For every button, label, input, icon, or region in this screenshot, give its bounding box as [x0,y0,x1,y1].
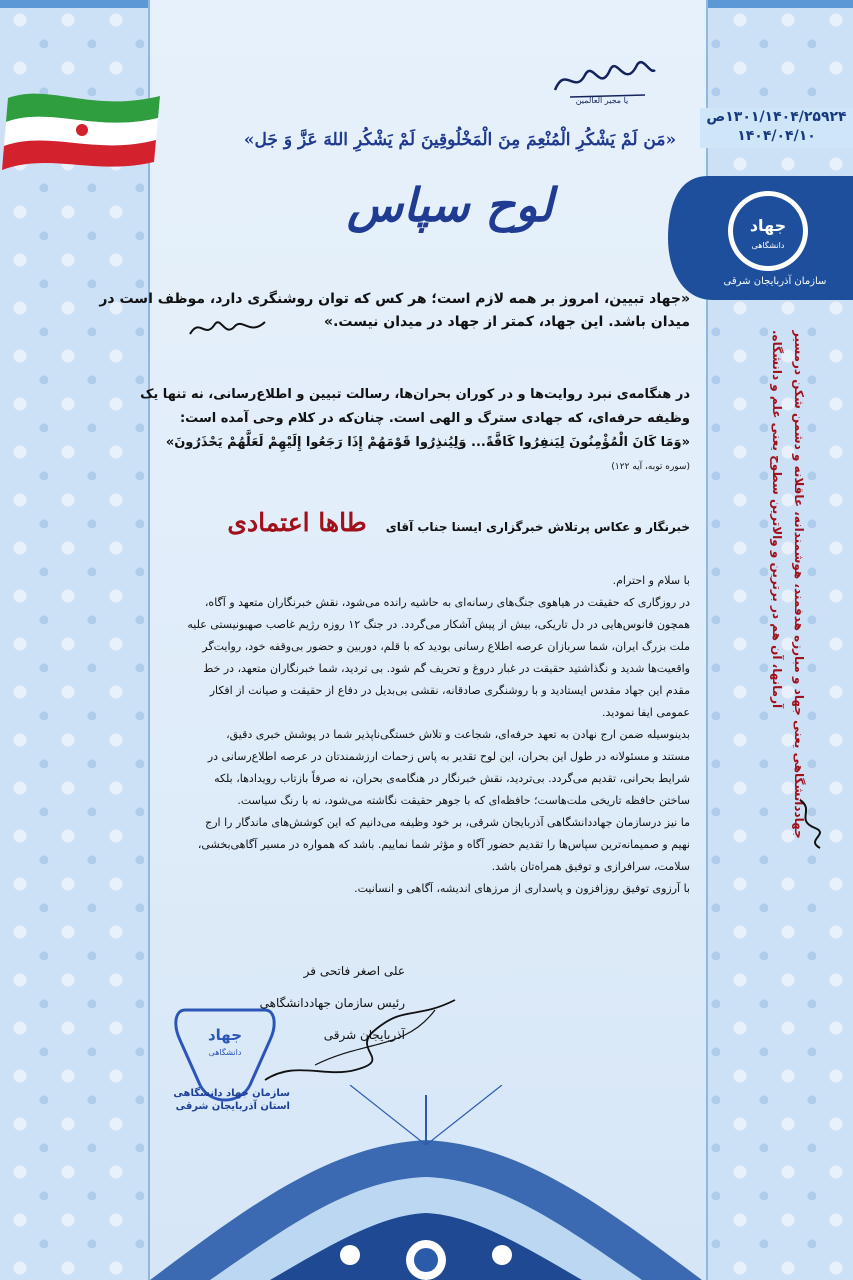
verse-line: «وَمَا كَانَ الْمُؤْمِنُونَ لِيَنفِرُوا كَافَّةً... وَلِيُنذِرُوا قَوْمَهُمْ إِذَا رَجَعُوا إِلَيْهِمْ لَعَلَّهُمْ يَحْذَرُونَ» [165,435,690,450]
signer-signature-icon [255,990,465,1090]
recipient-name: طاها اعتمادی [227,508,367,537]
reference-box [700,108,853,148]
signer-name: علی اصغر فاتحی فر [303,964,405,978]
recipient-role: خبرنگار و عکاس پرتلاش خبرگزاری ایسنا جناب آقای [385,520,690,534]
stamp-logo: جهاد [207,1026,243,1044]
body-line: نهیم و صمیمانه‌ترین سپاس‌ها را تقدیم حضور آگاه و مؤثر شما نماییم. باشد که همواره در مسیر آگاهی‌بخشی، [197,838,690,851]
verse-reference: (سوره توبه، آیه ۱۲۲) [611,462,690,472]
page-title: لوح سپاس [346,178,554,232]
reference-date: ۱۴۰۴/۰۴/۱۰ [737,128,816,144]
side-signature-icon [790,790,845,855]
body-line: با سلام و احترام. [612,574,690,587]
leader-signature-icon [185,312,270,344]
body-line: ملت بزرگ ایران، شما سربازان عرصه اطلاع رسانی بودید که با قلم، دوربین و حضور بی‌وقفه خود، روایت‌گر [202,640,690,653]
verse-line: وظیفه حرفه‌ای، که جهادی سترگ و الهی است. چنان‌که در کلام وحی آمده است: [179,411,690,426]
verse-line: در هنگامه‌ی نبرد روایت‌ها و در کوران بحران‌ها، رسالت تبیین و اطلاع‌رسانی، نه تنها یک [140,387,690,402]
body-line: شرایط بحرانی، تقدیم می‌گردد. بی‌تردید، نقش خبرنگار در هنگامه‌ی بحران، نه صرفاً بازتاب رویدادها، بلکه [214,772,690,785]
recipient-line [160,508,690,537]
badge-logo-sub: دانشگاهی [751,241,785,250]
stamp-line1: سازمان جهاد دانشگاهی [173,1088,290,1099]
quote-line: میدان باشد. این جهاد، کمتر از جهاد در میدان نیست.» [324,314,690,330]
body-text [155,570,690,900]
badge-caption: سازمان آذربایجان شرقی [723,276,827,287]
iran-flag-icon [0,78,165,173]
badge-logo-text: جهاد [749,216,787,235]
body-line: مستند و مسئولانه در طول این بحران، این لوح تقدیر به پاس زحمات ارزشمندتان در عرصه اطلاع‌رسانی در [207,750,690,763]
body-line: همچون فانوس‌هایی در دل تاریکی، بیش از پیش آشکار می‌گردد. در جنگ ۱۲ روزه رژیم غاصب صهیونیستی علیه [187,618,690,631]
body-line: سلامت، سرافرازی و توفیق همراه‌تان باشد. [491,860,690,873]
body-line: ما نیز درسازمان جهاددانشگاهی آذربایجان شرقی، بر خود وظیفه می‌دانیم که این کوشش‌های ماندگار را ارج [205,816,690,829]
quote-line: «جهاد تبیین، امروز بر همه لازم است؛ هر کس که توان روشنگری دارد، موظف است در [99,291,690,307]
signer-title: رئیس سازمان جهاددانشگاهی [259,996,405,1010]
body-line: ساختن حافظه تاریخی ملت‌هاست؛ حافظه‌ای که با جوهر حقیقت نگاشته می‌شود، نه با رنگ سیاست. [237,794,690,807]
body-line: در روزگاری که حقیقت در هیاهوی جنگ‌های رسانه‌ای به حاشیه رانده می‌شود، نقش خبرنگاران متعهد و آگاه، [204,596,690,609]
hadith-line: «مَن لَمْ يَشْكُرِ الْمُنْعِمَ مِنَ الْمَخْلُوقِينَ لَمْ يَشْكُرِ اللهَ عَزَّ وَ جَل» [243,130,677,150]
decorative-ornament [150,1085,702,1280]
side-slogan-line2: آرمانها، آن هم در برترین و والاترین سطوح یعنی علم و دانشگاه. [770,330,784,709]
body-line: عمومی ایفا نمودید. [601,706,690,719]
logo-text: یا مجیر العالمین [575,96,629,105]
stamp-line2: استان آذربایجان شرقی [175,1101,290,1112]
side-slogan-line1: جهاددانشگاهی یعنی جهاد و مبارزه هدفمند، هوشمندانه، عاقلانه و دشمن شکن درمسیر [792,330,806,839]
body-line: بدینوسیله ضمن ارج نهادن به تعهد حرفه‌ای، شجاعت و تلاش خستگی‌ناپذیر شما در پوشش خبری دقیق، [226,728,690,741]
reference-number: ۱۳۰۱/۱۴۰۴/۲۵۹۲۴ص [706,109,847,125]
body-line: با آرزوی توفیق روزافزون و پاسداری از مرزهای اندیشه، آگاهی و انسانیت. [354,882,690,895]
body-line: واقعیت‌ها شدید و نگذاشتید حقیقت در غبار دروغ و تحریف گم شود. بی تردید، شما خبرنگاران متعهد، در خط [203,662,690,675]
body-line: مقدم این جهاد مقدس ایستادید و با روشنگری صادقانه، نقشی بی‌بدیل در دفاع از حقیقت و صیانت از افکار [209,684,690,697]
stamp-sub: دانشگاهی [208,1048,242,1057]
signer-region: آذربایجان شرقی [323,1028,405,1042]
calligraphy-logo-icon [545,45,660,105]
verse-block [140,383,690,479]
